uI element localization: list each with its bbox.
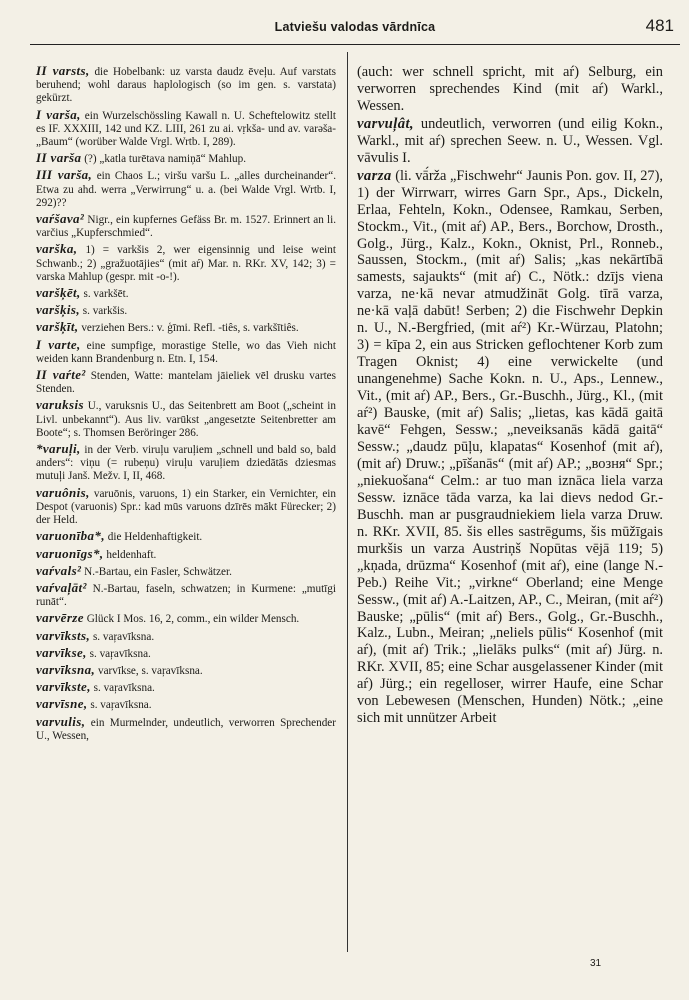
entry-text: ein Chaos L.; viršu varšu L. „alles durcheinander“. Etwa zu ahd. werra „Verwirrung“ u. a. (bei Walde Vrgl. Wrtb. I, 292)?? bbox=[36, 170, 336, 209]
entry-text: N.-Bartau, ein Fasler, Schwätzer. bbox=[81, 565, 232, 578]
entry-headword: varvērze bbox=[36, 610, 84, 626]
entry-text: s. vaŗavīksna. bbox=[90, 630, 155, 643]
entry-headword: I varte, bbox=[36, 336, 81, 352]
entry-text: U., varuksnis U., das Seitenbrett am Boot („scheint in Livl. unbekannt“). Aus liv. varūkst „angesetzte Seitenbretter am Boote“; s. Thomsen Beröringer 286. bbox=[36, 400, 336, 439]
dictionary-entry bbox=[36, 680, 336, 695]
entry-text: s. vaŗavīksna. bbox=[90, 682, 155, 695]
entry-text: (li. vā́rža „Fischwehr“ Jaunis Pon. gov. II, 27), 1) der Wirrwarr, wirres Garn Spr., Aps., Dickeln, Erlaa, Fehteln, Kokn., Odensee, Ramkau, Serben, Stockm., Vit., (mit aŕ) AP., Bers., Borchow, Drosth., Golg., Jürg., Kalz., Kokn., Oknist, Prl., Ronneb., Saussen, Stockm., (mit aŕ) Salis; „kas nekārtībā samests, sajaukts“ (mit aŕ) C., Nötk.: dzījs viena varza, ne·kā nevar atmudžināt Golg. tīrā varza, ne·kā vaļā dabūt! Serben; 2) die Fischwehr Depkin n. U., N.-Bergfried, (mit aŕ²) Kr.-Würzau, Platohn; 3) = kīpa 2, ein aus Stricken geflochtener Korb zum Tragen Oknist; 4) eine verwickelte (und unangenehme) Sache Kokn. n. U., Aps., Lennew., Vit., (mit aŕ) AP., Bers., Gr.-Buschh., Jürg., Kl., (mit aŕ²) Bauske, (mit aŕ) Salis; „lietas, kas kādā gaitā kavē“ Fehgen, Sessw.; „neveiksanās kādā gaitā“ Sessw.; „daudz pūļu, klapatas“ Kosenhof (mit aŕ), (mit aŕ) Druw.; „pīšanās“ (mit aŕ) AP.; „возня“ Spr.; „niekuošana“ Celm.: ar tuo man iznāca liela varza Sessw. iznāce tāda varza, ka lai dievs nedod Gr.-Buschh. man ar pusgraudniekiem liela varza Druw. n. RKr. XVII, 85. šis elles sastrēgums, šis mūžīgais murkšis un varza Austriņš Nopūtas vējā 119; 5) „kņada, drūzma“ Kosenhof (mit aŕ), eine (lange N.-Peb.) Reihe Vit.; „virkne“ Oberland; eine Menge Sessw., (mit aŕ) A.-Laitzen, AP., C., Meiran, (mit aŕ²) Bauske; „pūlis“ (mit aŕ) Bers., Golg., Gr.-Buschh., Kalz., Lubn., Meiran; „neliels pūlis“ Kosenhof (mit aŕ), (mit aŕ) Trik.; „lielāks pulks“ (mit aŕ) Jürg. n. RKr. XVII, 85; eine Schar ausgelassener Kinder (mit aŕ) Jürg.; ein regelloser, wirrer Haufe, eine Schar von Lebewesen (Menschen, Hunden) Nötk.; „eine sich mit unnützer Arbeit bbox=[357, 167, 663, 727]
entry-headword: I varša, bbox=[36, 106, 81, 122]
entry-headword: varvīkse, bbox=[36, 644, 87, 660]
entry-headword: varška, bbox=[36, 241, 78, 257]
dictionary-entry bbox=[36, 320, 336, 335]
dictionary-entry bbox=[36, 697, 336, 712]
left-column bbox=[36, 64, 336, 745]
page-number: 481 bbox=[645, 16, 674, 35]
entry-headword: varvīkste, bbox=[36, 679, 91, 695]
entry-text: s. varkšēt. bbox=[80, 288, 129, 301]
entry-text: die Hobelbank: uz varsta daudz ēveļu. Auf varstats beruhend; wohl daraus haplologisch (so im gen. s. varstata) gekürzt. bbox=[36, 66, 336, 105]
dictionary-entry bbox=[36, 242, 336, 284]
entry-text: varvīkse, s. vaŗavīksna. bbox=[95, 664, 203, 677]
dictionary-entry bbox=[36, 303, 336, 318]
entry-headword: varvīksts, bbox=[36, 627, 91, 643]
entry-headword: varvīsne, bbox=[36, 696, 88, 712]
entry-headword: varšķis, bbox=[36, 302, 80, 318]
dictionary-entry bbox=[36, 64, 336, 106]
dictionary-entry bbox=[36, 486, 336, 528]
entry-text: (?) „katla turētava namiņā“ Mahlup. bbox=[81, 153, 247, 166]
entry-text: 1) = varkšis 2, wer eigensinnig und leise weint Schwanb.; 2) „gražuotājies“ (mit aŕ) Mar. n. RKr. XV, 142; 3) = varska Mahlup (gespr. mit -o-!). bbox=[36, 244, 336, 283]
entry-text: ein Wurzelschössling Kawall n. U. Scheftelowitz stellt es IF. XXXIII, 142 und KZ. LIII, 261 zu ai. vṛkša- und av. varǝša- „Baum“ (worüber Walde Vrgl. Wrtb. I, 289). bbox=[36, 109, 336, 149]
dictionary-entry bbox=[36, 442, 336, 484]
entry-text: eine sumpfige, morastige Stelle, wo das Vieh nicht weiden kann Brandenburg n. Etn. I, 154. bbox=[36, 339, 336, 365]
dictionary-entry bbox=[36, 715, 336, 743]
entry-headword: varuksis bbox=[36, 397, 84, 413]
entry-text: undeutlich, verworren (und eilig Kokn., Warkl., mit aŕ) sprechen Seew. n. U., Wessen. Vgl. vāvulis I. bbox=[357, 115, 663, 166]
header-rule bbox=[30, 44, 680, 45]
running-title: Latviešu valodas vārdnīca bbox=[274, 20, 436, 34]
dictionary-entry bbox=[357, 64, 663, 115]
entry-headword: II varsts, bbox=[36, 63, 90, 78]
entry-text: s. vaŗavīksna. bbox=[86, 647, 151, 660]
entry-headword: varšķīt, bbox=[36, 319, 79, 335]
entry-text: verziehen Bers.: v. ģīmi. Refl. -tiês, s. varkšītiês. bbox=[78, 322, 299, 335]
entry-headword: III varša, bbox=[36, 167, 93, 183]
entry-text: ein Murmelnder, undeutlich, verworren Sprechender U., Wessen, bbox=[36, 716, 336, 742]
entry-headword: vaŕšava² bbox=[36, 211, 85, 227]
entry-headword: varuonība*, bbox=[36, 528, 105, 544]
dictionary-entry bbox=[36, 629, 336, 644]
entry-headword: varuonīgs*, bbox=[36, 545, 104, 561]
dictionary-entry bbox=[357, 116, 663, 167]
dictionary-entry bbox=[36, 646, 336, 661]
entry-headword: varvulis, bbox=[36, 713, 86, 729]
entry-headword: varuônis, bbox=[36, 484, 90, 500]
entry-headword: vaŕvals² bbox=[36, 562, 82, 578]
entry-headword: *varuļi, bbox=[36, 441, 81, 457]
dictionary-entry bbox=[36, 547, 336, 562]
entry-text: N.-Bartau, faseln, schwatzen; in Kurmene: „mutīgi runāt“. bbox=[36, 582, 336, 609]
dictionary-entry bbox=[36, 564, 336, 579]
page-header bbox=[30, 16, 680, 40]
column-divider bbox=[347, 52, 348, 952]
entry-headword: II varša bbox=[36, 150, 82, 166]
dictionary-entry bbox=[36, 151, 336, 166]
dictionary-entry bbox=[36, 212, 336, 240]
entry-headword: II vaŕte² bbox=[36, 367, 86, 383]
entry-text: Nigr., ein kupfernes Gefäss Br. m. 1527. Erinnert an li. varčius „Kupferschmied“. bbox=[36, 214, 336, 240]
dictionary-entry bbox=[36, 338, 336, 366]
entry-text: varuōnis, varuons, 1) ein Starker, ein Vernichter, ein Despot (varuonis) Spr.: kad mūs varuons dzīrēs mākt Fürecker; 2) der Held. bbox=[36, 487, 336, 527]
dictionary-entry bbox=[36, 398, 336, 440]
dictionary-entry bbox=[36, 663, 336, 678]
entry-text: s. vaŗavīksna. bbox=[87, 699, 152, 712]
dictionary-entry bbox=[36, 368, 336, 396]
entry-headword: varza bbox=[357, 167, 392, 184]
entry-text: (auch: wer schnell spricht, mit aŕ) Selburg, ein verworren sprechendes Kind (mit aŕ) Warkl., Wessen. bbox=[357, 64, 663, 114]
entry-text: die Heldenhaftigkeit. bbox=[104, 531, 203, 544]
entry-text: Stenden, Watte: mantelam jāieliek vēl drusku vartes Stenden. bbox=[36, 370, 336, 396]
entry-text: heldenhaft. bbox=[103, 548, 157, 561]
dictionary-entry bbox=[36, 581, 336, 609]
dictionary-entry bbox=[36, 611, 336, 626]
dictionary-entry bbox=[36, 108, 336, 150]
entry-headword: varšķēt, bbox=[36, 285, 81, 301]
entry-text: s. varkšis. bbox=[79, 305, 128, 318]
entry-headword: varvuļât, bbox=[357, 115, 414, 132]
right-column bbox=[357, 64, 663, 728]
dictionary-entry bbox=[36, 168, 336, 210]
dictionary-entry bbox=[36, 286, 336, 301]
entry-text: Glück I Mos. 16, 2, comm., ein wilder Mensch. bbox=[83, 613, 300, 626]
entry-text: in der Verb. viruļu varuļiem „schnell und bald so, bald anders“: viņu (= rubeņu) viruļu varuļiem dziedātās dziesmas mutuļi Janš. Mežv. I, II, 468. bbox=[36, 444, 336, 483]
printer-signature: 31 bbox=[590, 958, 602, 969]
dictionary-entry bbox=[357, 168, 663, 727]
entry-headword: varvīksna, bbox=[36, 661, 96, 677]
dictionary-entry bbox=[36, 529, 336, 544]
entry-headword: vaŕvaļāt² bbox=[36, 579, 87, 595]
